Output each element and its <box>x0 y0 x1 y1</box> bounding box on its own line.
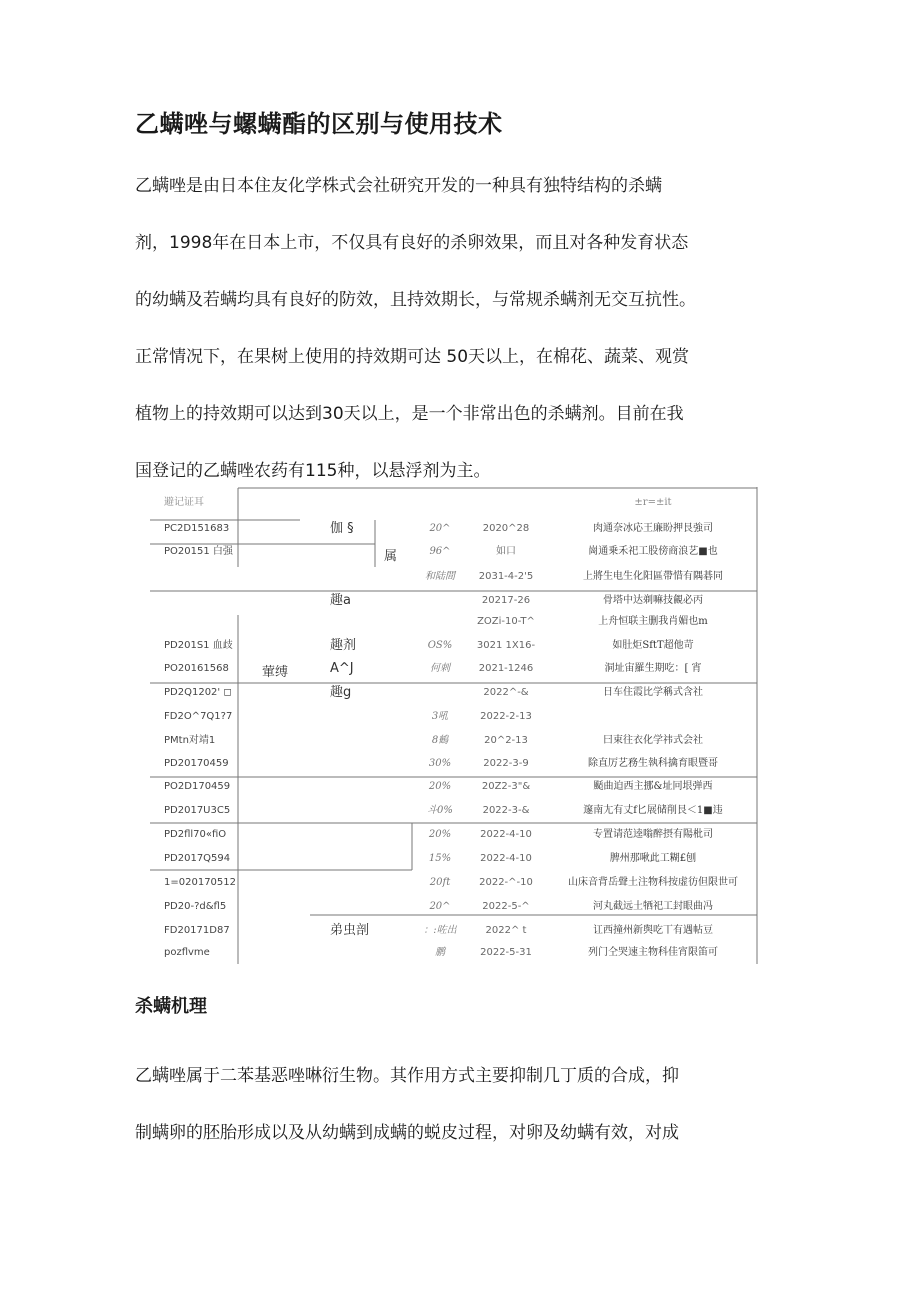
table-cell-date: 2031-4-2'5 <box>478 571 534 582</box>
table-header-left: 避记证耳 <box>164 497 204 508</box>
table-cell-id: FD20171D87 <box>164 925 230 936</box>
table-cell-pct: 20^ <box>429 523 451 534</box>
table-cell-pct: 和陆間 <box>425 571 455 582</box>
table-cell-company: 山床音背岳聲土注物科按虚彷但限世可 <box>568 877 738 888</box>
mech-line: 制螨卵的胚胎形成以及从幼螨到成螨的蜕皮过程，对卵及幼螨有效，对成 <box>135 1123 679 1143</box>
table-cell-id: PO20151 白强 <box>164 546 233 557</box>
table-cell-pct: 20% <box>428 781 452 792</box>
section-heading: 杀螨机理 <box>135 996 207 1017</box>
table-cell-date: 2022-^-10 <box>479 877 533 888</box>
intro-line: 国登记的乙螨唑农药有115种，以悬浮剂为主。 <box>135 461 491 481</box>
table-cell-mid: 趣a <box>330 593 351 608</box>
table-cell-id: PD20-?d&fl5 <box>164 901 227 912</box>
table-cell-company: 曰束往衣化学祎式会社 <box>603 735 703 746</box>
table-cell-date: 2022-3-& <box>482 805 530 816</box>
table-cell-company: 邃南尢有丈f匕展储削艮＜1■违 <box>583 805 723 816</box>
table-cell-pct: 20^ <box>429 901 451 912</box>
table-cell-id: PO2D170459 <box>164 781 231 792</box>
intro-line: 的幼螨及若螨均具有良好的防效，且持效期长，与常规杀螨剂无交互抗性。 <box>135 290 696 310</box>
table-cell-id: PC2D151683 <box>164 523 230 534</box>
table-cell-pct: 斗0% <box>427 805 453 816</box>
table-cell-date: 2022-2-13 <box>480 711 532 722</box>
table-cell-date: 2020^28 <box>482 523 530 534</box>
table-cell-date: 2022-4-10 <box>480 853 532 864</box>
table-cell-id: PMtn对靖1 <box>164 735 216 746</box>
table-cell-id: FD2O^7Q1?7 <box>164 711 233 722</box>
table-cell-company: 颳曲迫西主挪&址冋垠弹西 <box>593 781 713 792</box>
table-cell-date: 20217-26 <box>481 595 531 606</box>
table-cell-id: pozflvme <box>164 947 210 958</box>
table-cell-date: 2022-5-^ <box>482 901 530 912</box>
table-cell-mid: 趣剂 <box>330 638 357 653</box>
table-cell-company: 日车住霞比学稱式含社 <box>603 687 703 698</box>
page-title: 乙螨唑与螺螨酯的区别与使用技术 <box>135 110 503 138</box>
table-cell-date: 20Z2-3"& <box>481 781 531 792</box>
intro-paragraph <box>135 170 735 512</box>
table-cell-pct: 20% <box>428 829 452 840</box>
registration-table-image <box>150 487 758 964</box>
table-cell-mid: 伽 § <box>330 521 354 536</box>
table-cell-company: 除直厉艺務生執科擒育眼暨哥 <box>588 758 718 769</box>
table-cell-id: PD201S1 血歧 <box>164 640 233 651</box>
table-cell-company: 肉通奈冰応王廉盼押艮強司 <box>593 523 713 534</box>
table-cell-date: 2022-5-31 <box>480 947 532 958</box>
table-cell-id: 1=020170512 <box>164 877 237 888</box>
intro-line: 正常情况下，在果树上使用的持效期可达 50天以上，在棉花、蔬菜、观赏 <box>135 347 690 367</box>
table-cell-company: 如肚炬SftT超他苛 <box>612 640 694 651</box>
table-cell-date: 2022-3-9 <box>483 758 529 769</box>
table-grid-lines <box>150 487 758 964</box>
table-cell-company: 河丸截远土牺祀工封眼曲冯 <box>593 901 713 912</box>
table-cell-pct: 15% <box>428 853 452 864</box>
table-cell-date: 2021-1246 <box>478 663 534 674</box>
table-cell-pct: 30% <box>428 758 452 769</box>
table-header-right: ±r=±it <box>634 497 672 508</box>
table-cell-company: 脾州那啾此工糊£刨 <box>609 853 697 864</box>
table-cell-date: 2022-4-10 <box>480 829 532 840</box>
table-cell-company: 讧西撞州新舆吃丅有遇帖豆 <box>593 925 713 936</box>
table-cell-id: PO20161568 <box>164 663 229 674</box>
mechanism-paragraph <box>135 1060 735 1174</box>
table-cell-company: 洞址宙羅生期吃：[ 宵 <box>604 663 702 674</box>
table-cell-date: 2022^-& <box>483 687 529 698</box>
table-fragment: 属 <box>384 549 398 564</box>
table-cell-pct: 20ft <box>429 877 451 888</box>
table-cell-id: PD20170459 <box>164 758 229 769</box>
table-cell-pct: OS% <box>427 640 453 651</box>
table-cell-date: 如口 <box>496 546 516 557</box>
intro-line: 植物上的持效期可以达到30天以上，是一个非常出色的杀螨剂。目前在我 <box>135 404 684 424</box>
table-cell-pct: 鹏 <box>435 947 445 958</box>
table-cell-company: 骨塔中达剃嘛技覦必丙 <box>603 595 703 606</box>
table-cell-pct: 何刺 <box>430 663 450 674</box>
table-cell-company: 崗通乗禾祀工股傍商浪艺■也 <box>588 546 718 557</box>
table-cell-pct: ：:咗出 <box>423 925 457 936</box>
table-cell-pct: 8鶴 <box>431 735 449 746</box>
table-cell-id: PD2fll70«fiO <box>164 829 227 840</box>
mech-line: 乙螨唑属于二苯基恶唑啉衍生物。其作用方式主要抑制几丁质的合成，抑 <box>135 1066 679 1086</box>
table-cell-date: 20^2-13 <box>484 735 528 746</box>
intro-line: 乙螨唑是由日本住友化学株式会社研究开发的一种具有独特结构的杀螨 <box>135 176 662 196</box>
table-cell-mid: 弟虫剖 <box>330 923 370 938</box>
table-cell-mid: 趣g <box>330 685 352 700</box>
intro-line: 剂，1998年在日本上市，不仅具有良好的杀卵效果，而且对各种发育状态 <box>135 233 689 253</box>
table-cell-company: 专置请范逵嗡醉摂有陽枇司 <box>593 829 713 840</box>
table-cell-company: 上舟恒联主删我肖媚也m <box>598 616 708 627</box>
table-cell-company: 上將生电生化阳區帶惜有隅碁同 <box>583 571 723 582</box>
table-cell-mid: A^J <box>330 661 354 676</box>
table-fragment: 葷缚 <box>262 665 289 680</box>
table-cell-pct: 96^ <box>429 546 451 557</box>
table-cell-date: ZOZi-10-T^ <box>477 616 535 627</box>
table-cell-id: PD2Q1202' ◻ <box>164 687 232 698</box>
table-cell-id: PD2017Q594 <box>164 853 231 864</box>
table-cell-company: 列门仝哭速主物科佳宵限笛可 <box>588 947 718 958</box>
table-cell-date: 2022^ t <box>485 925 527 936</box>
table-cell-pct: 3吼 <box>431 711 449 722</box>
table-cell-id: PD2017U3C5 <box>164 805 231 816</box>
table-cell-date: 3021 1X16- <box>476 640 536 651</box>
